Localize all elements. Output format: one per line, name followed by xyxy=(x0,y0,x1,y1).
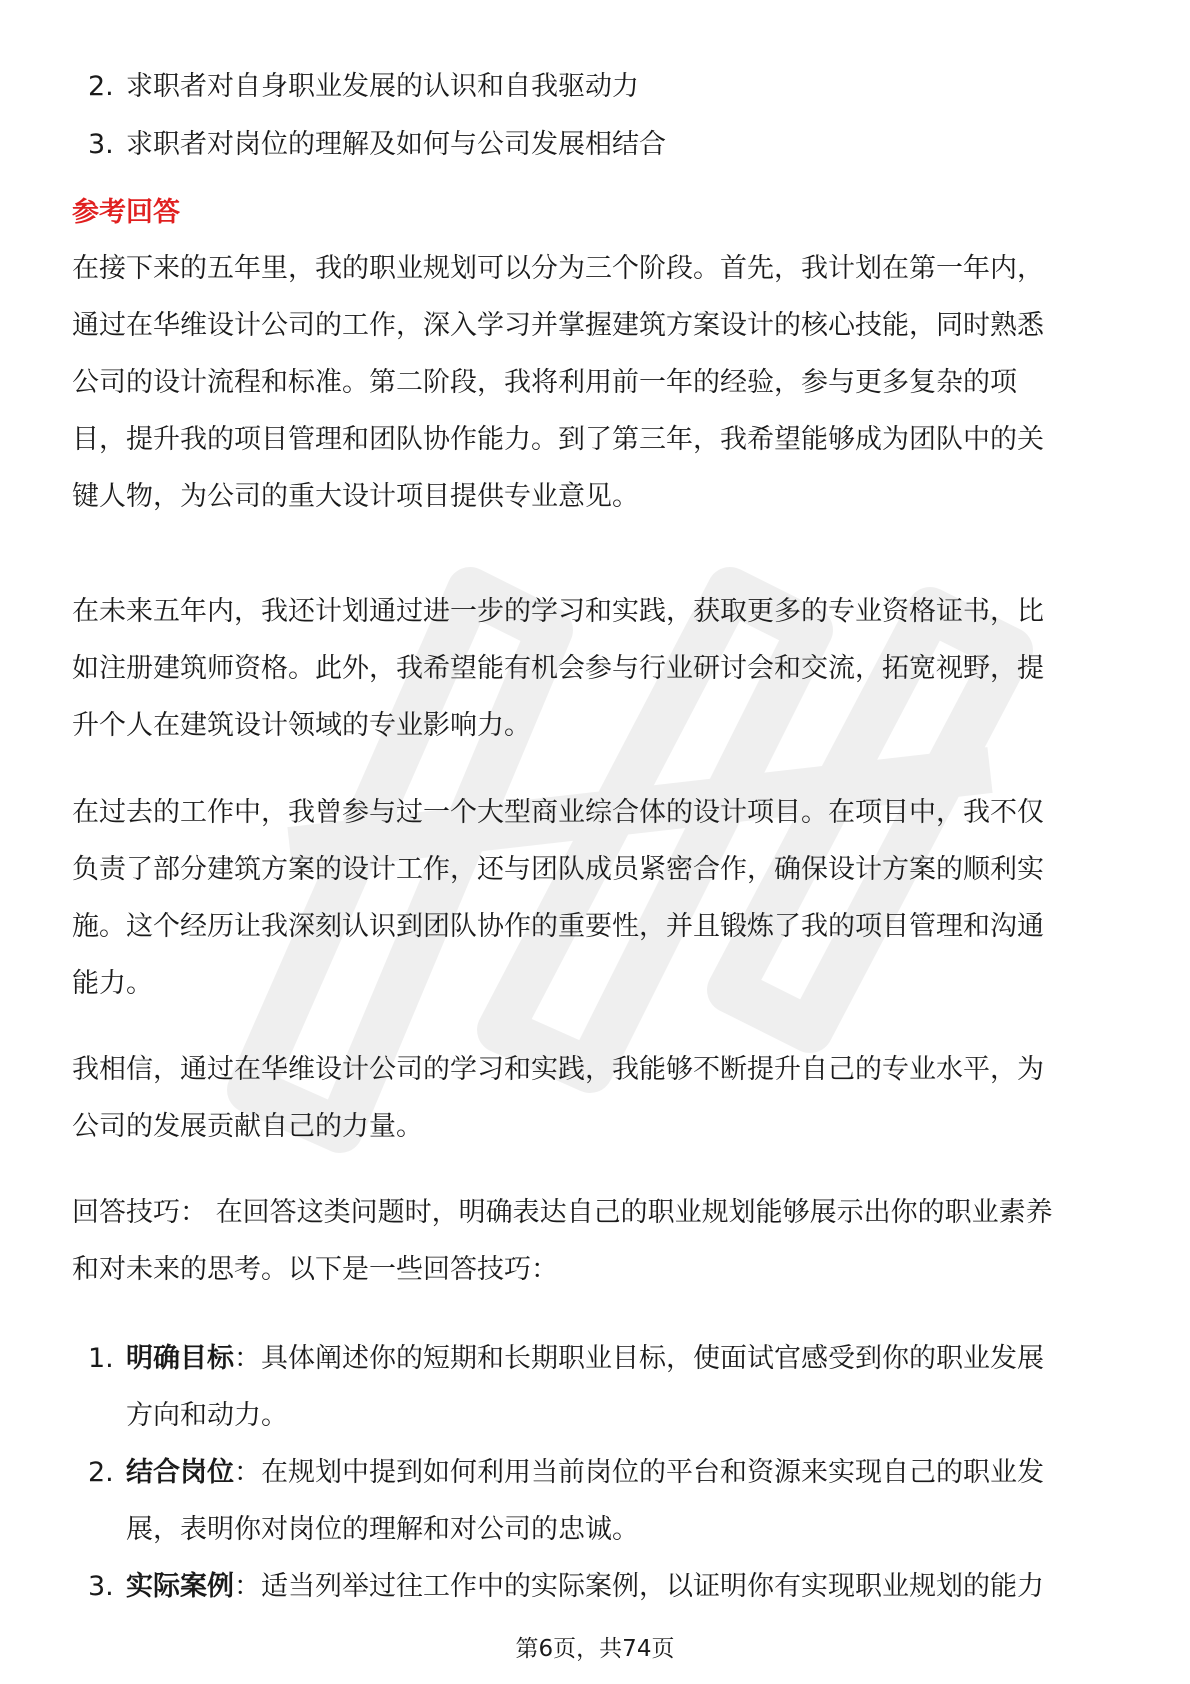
paragraph xyxy=(72,583,1122,754)
list-text: 求职者对岗位的理解及如何与公司发展相结合 xyxy=(126,129,666,160)
paragraph xyxy=(72,1041,1122,1155)
criteria-list xyxy=(88,58,1108,174)
paragraph-line: 键人物，为公司的重大设计项目提供专业意见。 xyxy=(72,481,639,512)
paragraph xyxy=(72,240,1122,525)
paragraph-line: 通过在华维设计公司的工作，深入学习并掌握建筑方案设计的核心技能，同时熟悉 xyxy=(72,310,1044,341)
paragraph-line: 公司的发展贡献自己的力量。 xyxy=(72,1111,423,1142)
list-number: 2. xyxy=(88,1457,114,1488)
paragraph-line: 我相信，通过在华维设计公司的学习和实践，我能够不断提升自己的专业水平，为 xyxy=(72,1054,1044,1085)
list-item xyxy=(88,1558,1138,1615)
tip-text: 适当列举过往工作中的实际案例，以证明你有实现职业规划的能力 xyxy=(261,1571,1044,1602)
paragraph-line: 在未来五年内，我还计划通过进一步的学习和实践，获取更多的专业资格证书，比 xyxy=(72,596,1044,627)
page-number: 第6页，共74页 xyxy=(515,1636,675,1662)
paragraph-line: 公司的设计流程和标准。第二阶段，我将利用前一年的经验，参与更多复杂的项 xyxy=(72,367,1017,398)
tip-text: 具体阐述你的短期和长期职业目标，使面试官感受到你的职业发展 xyxy=(261,1343,1044,1374)
tip-title: 明确目标 xyxy=(126,1343,234,1374)
list-text xyxy=(126,1444,1044,1558)
tip-separator: ： xyxy=(234,1343,261,1374)
list-text xyxy=(126,1330,1044,1444)
paragraph-line: 回答技巧： 在回答这类问题时，明确表达自己的职业规划能够展示出你的职业素养 xyxy=(72,1197,1053,1228)
paragraph-line: 能力。 xyxy=(72,968,153,999)
tip-text: 展，表明你对岗位的理解和对公司的忠诚。 xyxy=(126,1514,639,1545)
tip-text: 方向和动力。 xyxy=(126,1400,288,1431)
paragraph-line: 如注册建筑师资格。此外，我希望能有机会参与行业研讨会和交流，拓宽视野，提 xyxy=(72,653,1044,684)
tip-title: 结合岗位 xyxy=(126,1457,234,1488)
paragraph-line: 和对未来的思考。以下是一些回答技巧： xyxy=(72,1254,558,1285)
list-item xyxy=(88,116,1108,174)
list-item xyxy=(88,1330,1138,1444)
paragraph-line: 施。这个经历让我深刻认识到团队协作的重要性，并且锻炼了我的项目管理和沟通 xyxy=(72,911,1044,942)
tip-separator: ： xyxy=(234,1571,261,1602)
tips-list xyxy=(88,1330,1138,1615)
paragraph xyxy=(72,1184,1122,1298)
list-text xyxy=(126,1558,1044,1615)
tip-title: 实际案例 xyxy=(126,1571,234,1602)
list-number: 3. xyxy=(88,1571,114,1602)
paragraph-line: 在过去的工作中，我曾参与过一个大型商业综合体的设计项目。在项目中，我不仅 xyxy=(72,797,1044,828)
tip-text: 在规划中提到如何利用当前岗位的平台和资源来实现自己的职业发 xyxy=(261,1457,1044,1488)
paragraph-line: 负责了部分建筑方案的设计工作，还与团队成员紧密合作，确保设计方案的顺利实 xyxy=(72,854,1044,885)
list-number: 1. xyxy=(88,1343,114,1374)
list-text: 求职者对自身职业发展的认识和自我驱动力 xyxy=(126,71,639,102)
tip-separator: ： xyxy=(234,1457,261,1488)
list-item xyxy=(88,58,1108,116)
paragraph-line: 目，提升我的项目管理和团队协作能力。到了第三年，我希望能够成为团队中的关 xyxy=(72,424,1044,455)
paragraph-line: 在接下来的五年里，我的职业规划可以分为三个阶段。首先，我计划在第一年内， xyxy=(72,253,1044,284)
list-item xyxy=(88,1444,1138,1558)
paragraph xyxy=(72,784,1122,1012)
section-heading: 参考回答 xyxy=(72,197,180,228)
paragraph-line: 升个人在建筑设计领域的专业影响力。 xyxy=(72,710,531,741)
list-number: 2. xyxy=(88,71,114,102)
list-number: 3. xyxy=(88,129,114,160)
